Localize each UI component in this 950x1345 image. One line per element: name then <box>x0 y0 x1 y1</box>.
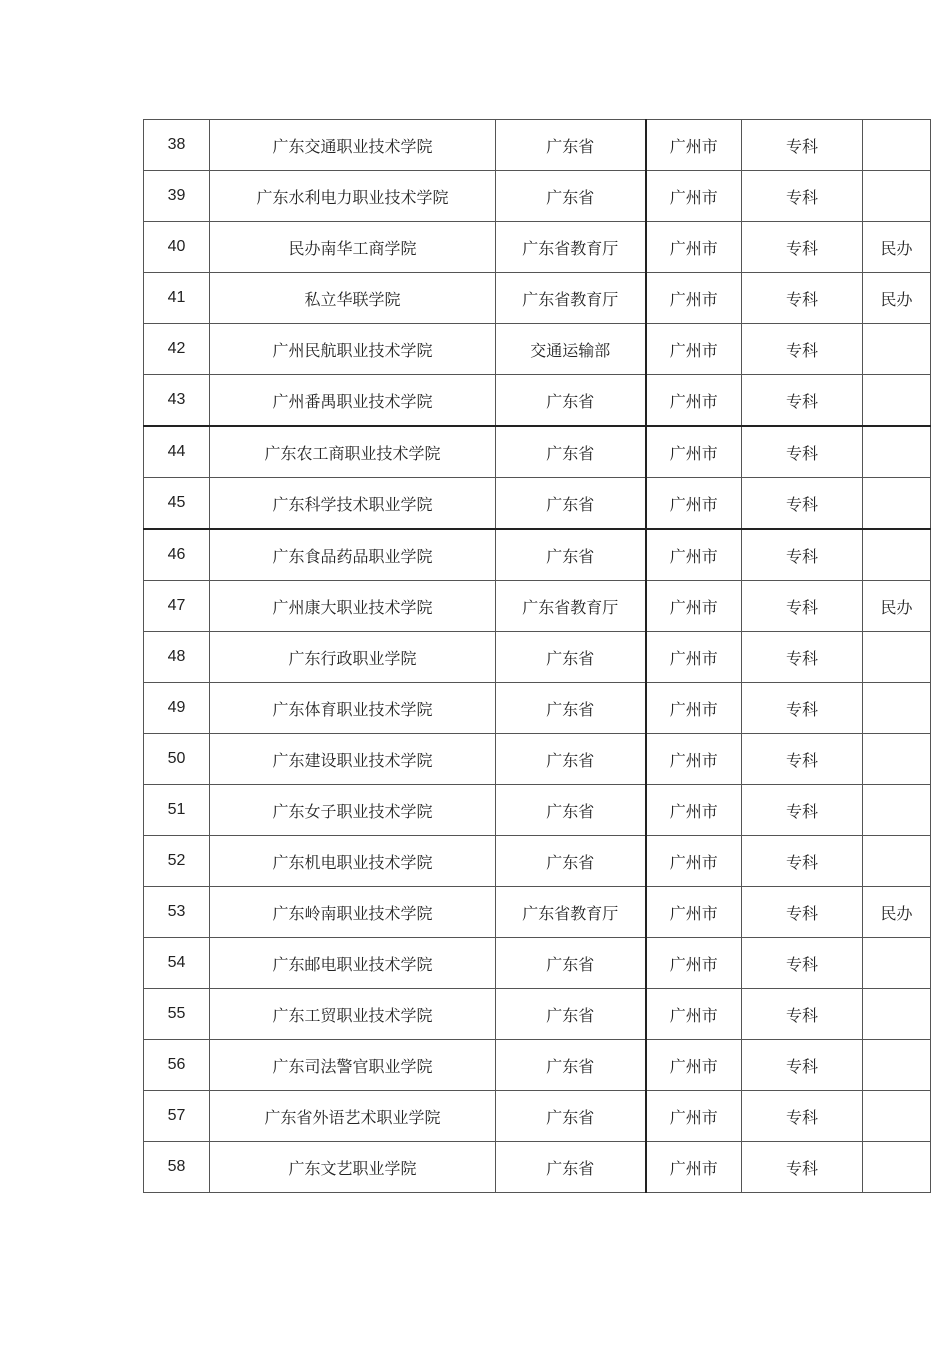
institution-name-cell: 广东司法警官职业学院 <box>210 1040 496 1091</box>
institution-name-cell: 广东食品药品职业学院 <box>210 529 496 581</box>
institution-name-cell: 广东水利电力职业技术学院 <box>210 171 496 222</box>
row-number-cell: 45 <box>144 478 210 530</box>
city-cell: 广州市 <box>646 1091 742 1142</box>
supervising-authority-cell: 广东省 <box>496 529 646 581</box>
table-row <box>144 375 931 427</box>
education-level-cell: 专科 <box>742 683 863 734</box>
remark-cell <box>863 324 931 375</box>
remark-cell <box>863 120 931 171</box>
education-level-cell: 专科 <box>742 478 863 530</box>
row-number-cell: 46 <box>144 529 210 581</box>
education-level-cell: 专科 <box>742 938 863 989</box>
remark-cell <box>863 734 931 785</box>
city-cell: 广州市 <box>646 324 742 375</box>
city-cell: 广州市 <box>646 989 742 1040</box>
institution-name-cell: 广东建设职业技术学院 <box>210 734 496 785</box>
table-row <box>144 683 931 734</box>
table-row <box>144 836 931 887</box>
city-cell: 广州市 <box>646 785 742 836</box>
institution-name-cell: 广东省外语艺术职业学院 <box>210 1091 496 1142</box>
supervising-authority-cell: 广东省教育厅 <box>496 581 646 632</box>
city-cell: 广州市 <box>646 887 742 938</box>
city-cell: 广州市 <box>646 529 742 581</box>
supervising-authority-cell: 广东省 <box>496 734 646 785</box>
city-cell: 广州市 <box>646 426 742 478</box>
table-row <box>144 581 931 632</box>
row-number-cell: 52 <box>144 836 210 887</box>
education-level-cell: 专科 <box>742 1040 863 1091</box>
table-row <box>144 632 931 683</box>
row-number-cell: 58 <box>144 1142 210 1193</box>
table-row <box>144 785 931 836</box>
supervising-authority-cell: 广东省 <box>496 836 646 887</box>
education-level-cell: 专科 <box>742 836 863 887</box>
education-level-cell: 专科 <box>742 1091 863 1142</box>
row-number-cell: 39 <box>144 171 210 222</box>
institution-name-cell: 广东科学技术职业学院 <box>210 478 496 530</box>
row-number-cell: 42 <box>144 324 210 375</box>
education-level-cell: 专科 <box>742 1142 863 1193</box>
table-row <box>144 273 931 324</box>
supervising-authority-cell: 交通运输部 <box>496 324 646 375</box>
education-level-cell: 专科 <box>742 887 863 938</box>
city-cell: 广州市 <box>646 836 742 887</box>
supervising-authority-cell: 广东省 <box>496 426 646 478</box>
education-level-cell: 专科 <box>742 989 863 1040</box>
supervising-authority-cell: 广东省 <box>496 989 646 1040</box>
city-cell: 广州市 <box>646 273 742 324</box>
institution-name-cell: 广州民航职业技术学院 <box>210 324 496 375</box>
education-level-cell: 专科 <box>742 734 863 785</box>
institution-name-cell: 广东岭南职业技术学院 <box>210 887 496 938</box>
supervising-authority-cell: 广东省 <box>496 785 646 836</box>
education-level-cell: 专科 <box>742 426 863 478</box>
remark-cell <box>863 785 931 836</box>
row-number-cell: 54 <box>144 938 210 989</box>
table-row <box>144 222 931 273</box>
table-row <box>144 120 931 171</box>
education-level-cell: 专科 <box>742 632 863 683</box>
institution-name-cell: 广东文艺职业学院 <box>210 1142 496 1193</box>
supervising-authority-cell: 广东省 <box>496 120 646 171</box>
remark-cell: 民办 <box>863 581 931 632</box>
institution-name-cell: 广东工贸职业技术学院 <box>210 989 496 1040</box>
supervising-authority-cell: 广东省 <box>496 938 646 989</box>
remark-cell <box>863 529 931 581</box>
education-level-cell: 专科 <box>742 171 863 222</box>
row-number-cell: 56 <box>144 1040 210 1091</box>
remark-cell: 民办 <box>863 222 931 273</box>
table-row <box>144 426 931 478</box>
city-cell: 广州市 <box>646 120 742 171</box>
row-number-cell: 44 <box>144 426 210 478</box>
city-cell: 广州市 <box>646 1142 742 1193</box>
remark-cell: 民办 <box>863 887 931 938</box>
remark-cell <box>863 683 931 734</box>
remark-cell <box>863 375 931 427</box>
city-cell: 广州市 <box>646 375 742 427</box>
row-number-cell: 53 <box>144 887 210 938</box>
row-number-cell: 49 <box>144 683 210 734</box>
table-row <box>144 1040 931 1091</box>
education-level-cell: 专科 <box>742 273 863 324</box>
supervising-authority-cell: 广东省 <box>496 1040 646 1091</box>
table-row <box>144 529 931 581</box>
remark-cell <box>863 478 931 530</box>
table-row <box>144 938 931 989</box>
supervising-authority-cell: 广东省 <box>496 632 646 683</box>
institution-name-cell: 广东体育职业技术学院 <box>210 683 496 734</box>
row-number-cell: 47 <box>144 581 210 632</box>
table-row <box>144 1142 931 1193</box>
supervising-authority-cell: 广东省 <box>496 375 646 427</box>
remark-cell: 民办 <box>863 273 931 324</box>
remark-cell <box>863 1040 931 1091</box>
row-number-cell: 55 <box>144 989 210 1040</box>
education-level-cell: 专科 <box>742 529 863 581</box>
city-cell: 广州市 <box>646 171 742 222</box>
institution-name-cell: 广东女子职业技术学院 <box>210 785 496 836</box>
remark-cell <box>863 426 931 478</box>
city-cell: 广州市 <box>646 683 742 734</box>
education-level-cell: 专科 <box>742 375 863 427</box>
remark-cell <box>863 1142 931 1193</box>
city-cell: 广州市 <box>646 222 742 273</box>
institution-name-cell: 广东行政职业学院 <box>210 632 496 683</box>
education-level-cell: 专科 <box>742 581 863 632</box>
row-number-cell: 57 <box>144 1091 210 1142</box>
city-cell: 广州市 <box>646 478 742 530</box>
table-row <box>144 989 931 1040</box>
institution-name-cell: 广东农工商职业技术学院 <box>210 426 496 478</box>
remark-cell <box>863 171 931 222</box>
remark-cell <box>863 632 931 683</box>
supervising-authority-cell: 广东省教育厅 <box>496 222 646 273</box>
row-number-cell: 43 <box>144 375 210 427</box>
remark-cell <box>863 989 931 1040</box>
education-level-cell: 专科 <box>742 120 863 171</box>
city-cell: 广州市 <box>646 1040 742 1091</box>
institution-name-cell: 广东机电职业技术学院 <box>210 836 496 887</box>
institution-name-cell: 广州康大职业技术学院 <box>210 581 496 632</box>
row-number-cell: 50 <box>144 734 210 785</box>
supervising-authority-cell: 广东省教育厅 <box>496 273 646 324</box>
table-row <box>144 887 931 938</box>
row-number-cell: 51 <box>144 785 210 836</box>
institution-name-cell: 广州番禺职业技术学院 <box>210 375 496 427</box>
row-number-cell: 48 <box>144 632 210 683</box>
row-number-cell: 40 <box>144 222 210 273</box>
table-row <box>144 171 931 222</box>
table-body <box>144 120 931 1193</box>
supervising-authority-cell: 广东省 <box>496 683 646 734</box>
row-number-cell: 38 <box>144 120 210 171</box>
supervising-authority-cell: 广东省教育厅 <box>496 887 646 938</box>
supervising-authority-cell: 广东省 <box>496 478 646 530</box>
row-number-cell: 41 <box>144 273 210 324</box>
supervising-authority-cell: 广东省 <box>496 171 646 222</box>
table-row <box>144 324 931 375</box>
institution-name-cell: 民办南华工商学院 <box>210 222 496 273</box>
remark-cell <box>863 1091 931 1142</box>
education-level-cell: 专科 <box>742 324 863 375</box>
education-level-cell: 专科 <box>742 785 863 836</box>
remark-cell <box>863 836 931 887</box>
institution-table <box>143 119 931 1193</box>
education-level-cell: 专科 <box>742 222 863 273</box>
supervising-authority-cell: 广东省 <box>496 1142 646 1193</box>
table-row <box>144 1091 931 1142</box>
supervising-authority-cell: 广东省 <box>496 1091 646 1142</box>
remark-cell <box>863 938 931 989</box>
city-cell: 广州市 <box>646 734 742 785</box>
city-cell: 广州市 <box>646 632 742 683</box>
table-row <box>144 478 931 530</box>
institution-name-cell: 广东交通职业技术学院 <box>210 120 496 171</box>
city-cell: 广州市 <box>646 581 742 632</box>
institution-name-cell: 广东邮电职业技术学院 <box>210 938 496 989</box>
institution-name-cell: 私立华联学院 <box>210 273 496 324</box>
table-row <box>144 734 931 785</box>
city-cell: 广州市 <box>646 938 742 989</box>
